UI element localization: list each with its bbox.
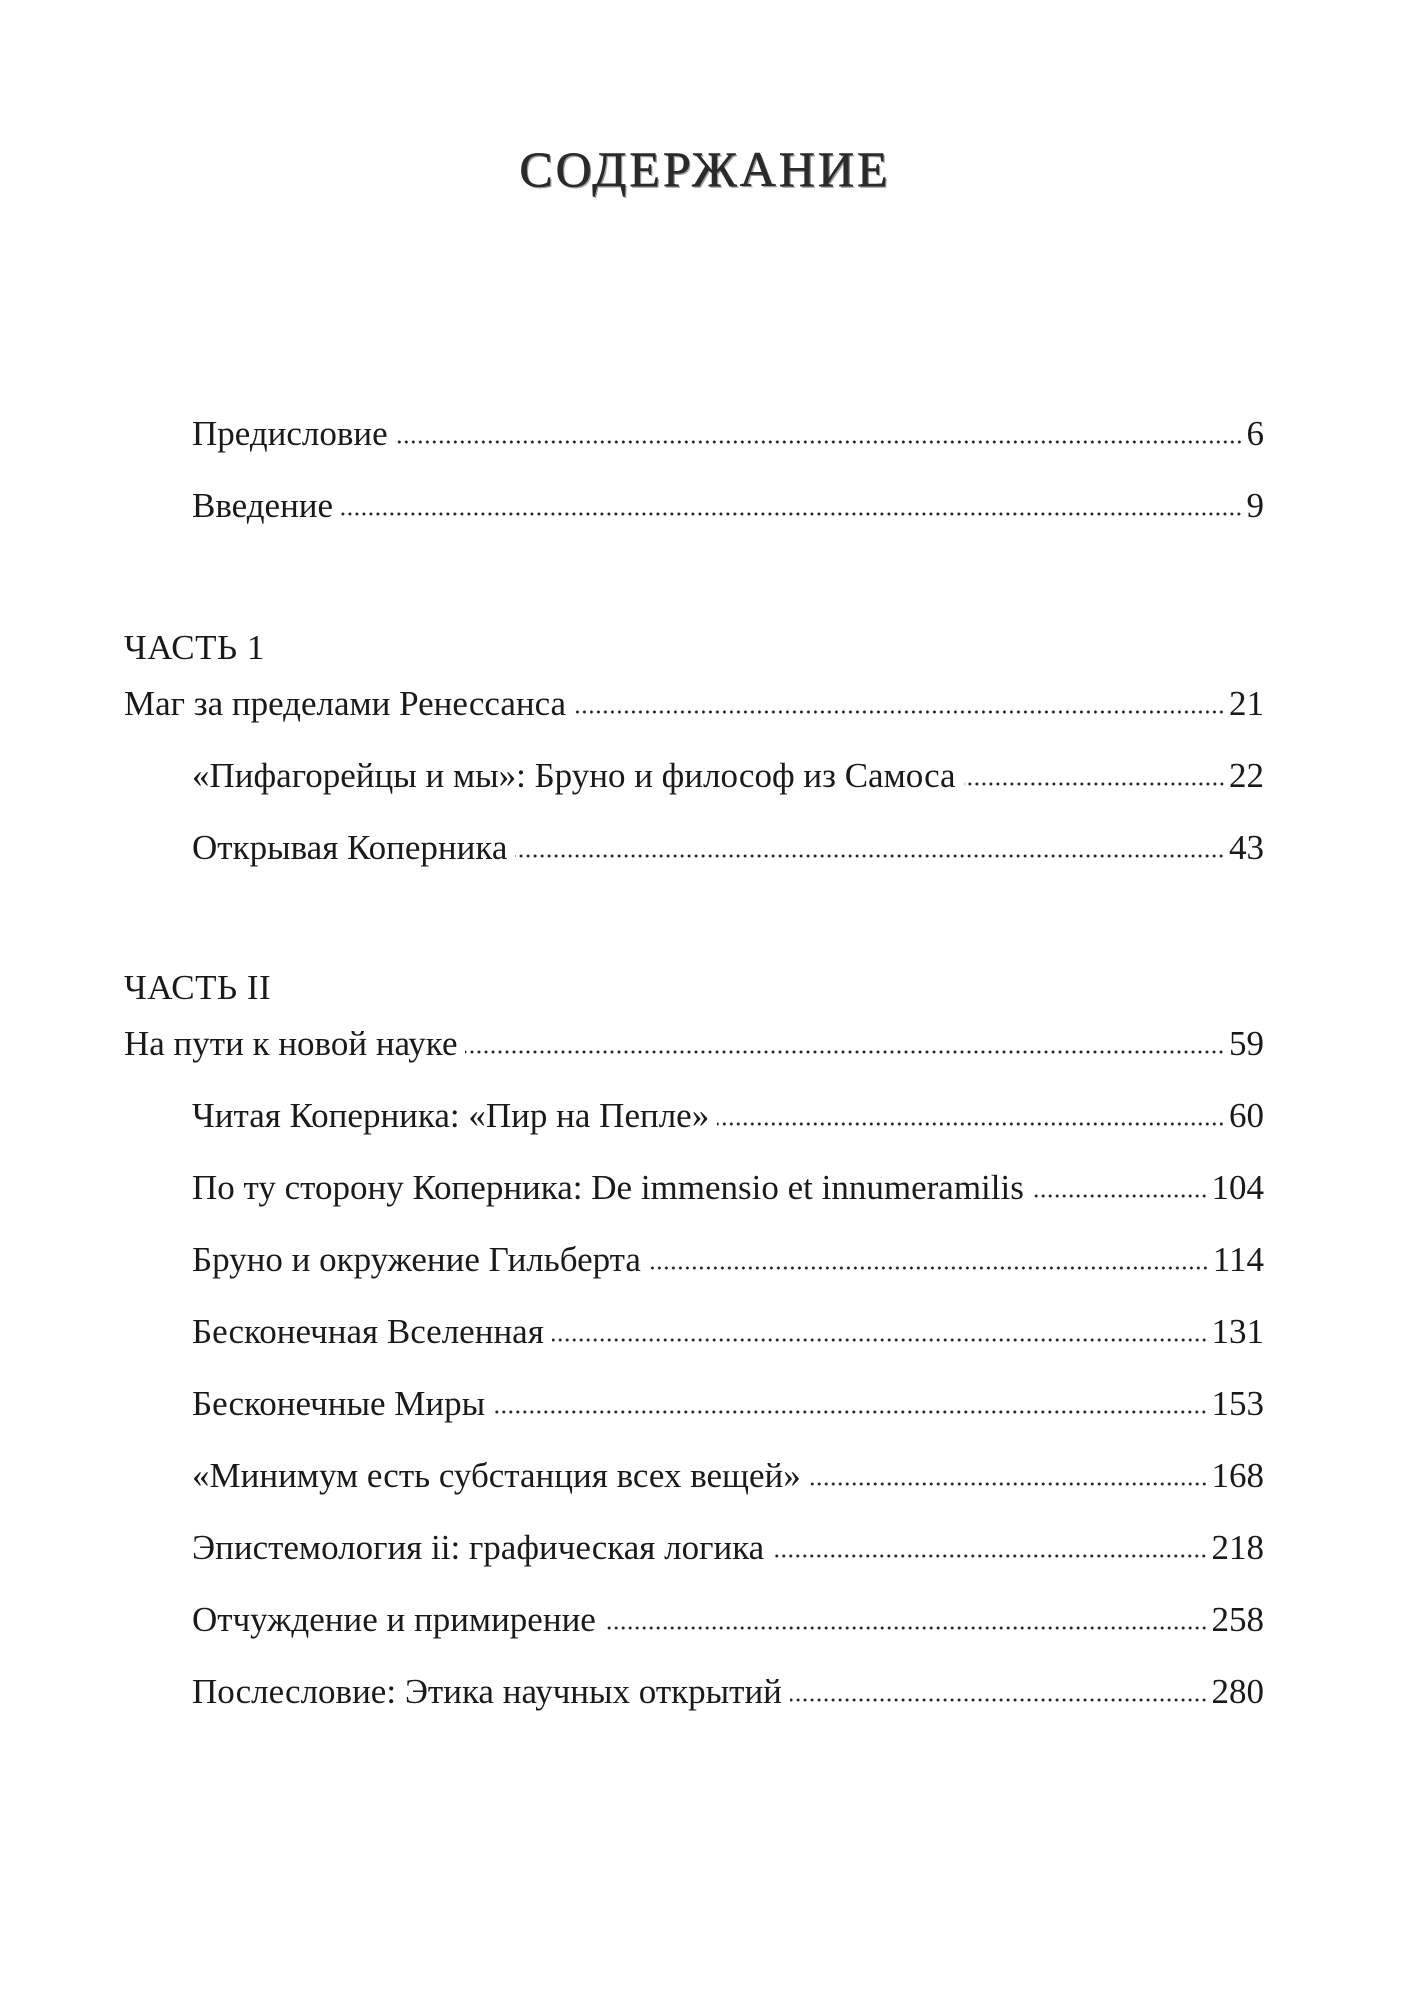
toc-entry-label: Бруно и окружение Гильберта xyxy=(192,1240,641,1279)
toc-entry-page: 43 xyxy=(1229,828,1264,867)
toc-entry[interactable] xyxy=(192,1238,1264,1282)
toc-entry-label: «Пифагорейцы и мы»: Бруно и философ из Самоса xyxy=(192,756,956,795)
toc-entry-label: По ту сторону Коперника: De immensio et innumeramilis xyxy=(192,1168,1024,1207)
toc-entry-page: 280 xyxy=(1211,1672,1264,1711)
toc-entry-page: 59 xyxy=(1229,1024,1264,1063)
toc-entry-preface[interactable] xyxy=(192,412,1264,456)
toc-entry[interactable] xyxy=(192,1310,1264,1354)
toc-entry-page: 9 xyxy=(1246,486,1264,525)
dot-leader xyxy=(649,1266,1209,1270)
dot-leader xyxy=(604,1626,1208,1630)
toc-entry-label: Эпистемология ii: графическая логика xyxy=(192,1528,765,1567)
toc-entry[interactable] xyxy=(192,1454,1264,1498)
dot-leader xyxy=(1032,1194,1208,1198)
toc-chapter-part2[interactable] xyxy=(124,1022,1264,1066)
toc-entry-label: Бесконечные Миры xyxy=(192,1384,486,1423)
toc-entry[interactable] xyxy=(192,1094,1264,1138)
toc-entry-label: «Минимум есть субстанция всех вещей» xyxy=(192,1456,801,1495)
dot-leader xyxy=(396,440,1243,444)
part-heading-2: ЧАСТЬ II xyxy=(124,968,272,1007)
toc-entry-label: На пути к новой науке xyxy=(124,1024,458,1063)
part-heading-1: ЧАСТЬ 1 xyxy=(124,628,265,667)
toc-entry-label: Открывая Коперника xyxy=(192,828,508,867)
toc-entry-label: Читая Коперника: «Пир на Пепле» xyxy=(192,1096,710,1135)
dot-leader xyxy=(809,1482,1208,1486)
toc-entry[interactable] xyxy=(192,1526,1264,1570)
toc-entry-page: 22 xyxy=(1229,756,1264,795)
toc-entry-page: 258 xyxy=(1211,1600,1264,1639)
toc-entry[interactable] xyxy=(192,1166,1264,1210)
toc-entry-page: 168 xyxy=(1211,1456,1264,1495)
toc-entry-introduction[interactable] xyxy=(192,484,1264,528)
toc-chapter-part1[interactable] xyxy=(124,682,1264,726)
page-title: СОДЕРЖАНИЕ xyxy=(519,141,891,197)
toc-entry-label: Бесконечная Вселенная xyxy=(192,1312,544,1351)
toc-entry-page: 6 xyxy=(1246,414,1264,453)
dot-leader xyxy=(772,1554,1207,1558)
dot-leader xyxy=(552,1338,1208,1342)
dot-leader xyxy=(964,782,1225,786)
toc-entry-page: 131 xyxy=(1211,1312,1264,1351)
toc-entry-label: Отчуждение и примирение xyxy=(192,1600,596,1639)
dot-leader xyxy=(574,710,1225,714)
toc-entry[interactable] xyxy=(192,754,1264,798)
toc-entry-page: 104 xyxy=(1211,1168,1264,1207)
toc-entry-label: Введение xyxy=(192,486,334,525)
toc-entry-page: 153 xyxy=(1211,1384,1264,1423)
toc-entry-label: Послесловие: Этика научных открытий xyxy=(192,1672,782,1711)
dot-leader xyxy=(717,1122,1225,1126)
toc-entry[interactable] xyxy=(192,1382,1264,1426)
toc-entry-page: 114 xyxy=(1212,1240,1264,1279)
dot-leader xyxy=(493,1410,1207,1414)
toc-entry-label: Маг за пределами Ренессанса xyxy=(124,684,567,723)
dot-leader xyxy=(515,854,1225,858)
toc-entry-page: 21 xyxy=(1229,684,1264,723)
toc-entry-label: Предисловие xyxy=(192,414,388,453)
toc-entry[interactable] xyxy=(192,1670,1264,1714)
toc-entry-page: 218 xyxy=(1211,1528,1264,1567)
toc-entry[interactable] xyxy=(192,826,1264,870)
dot-leader xyxy=(790,1698,1208,1702)
toc-entry-page: 60 xyxy=(1229,1096,1264,1135)
dot-leader xyxy=(341,512,1242,516)
dot-leader xyxy=(465,1050,1225,1054)
toc-entry[interactable] xyxy=(192,1598,1264,1642)
